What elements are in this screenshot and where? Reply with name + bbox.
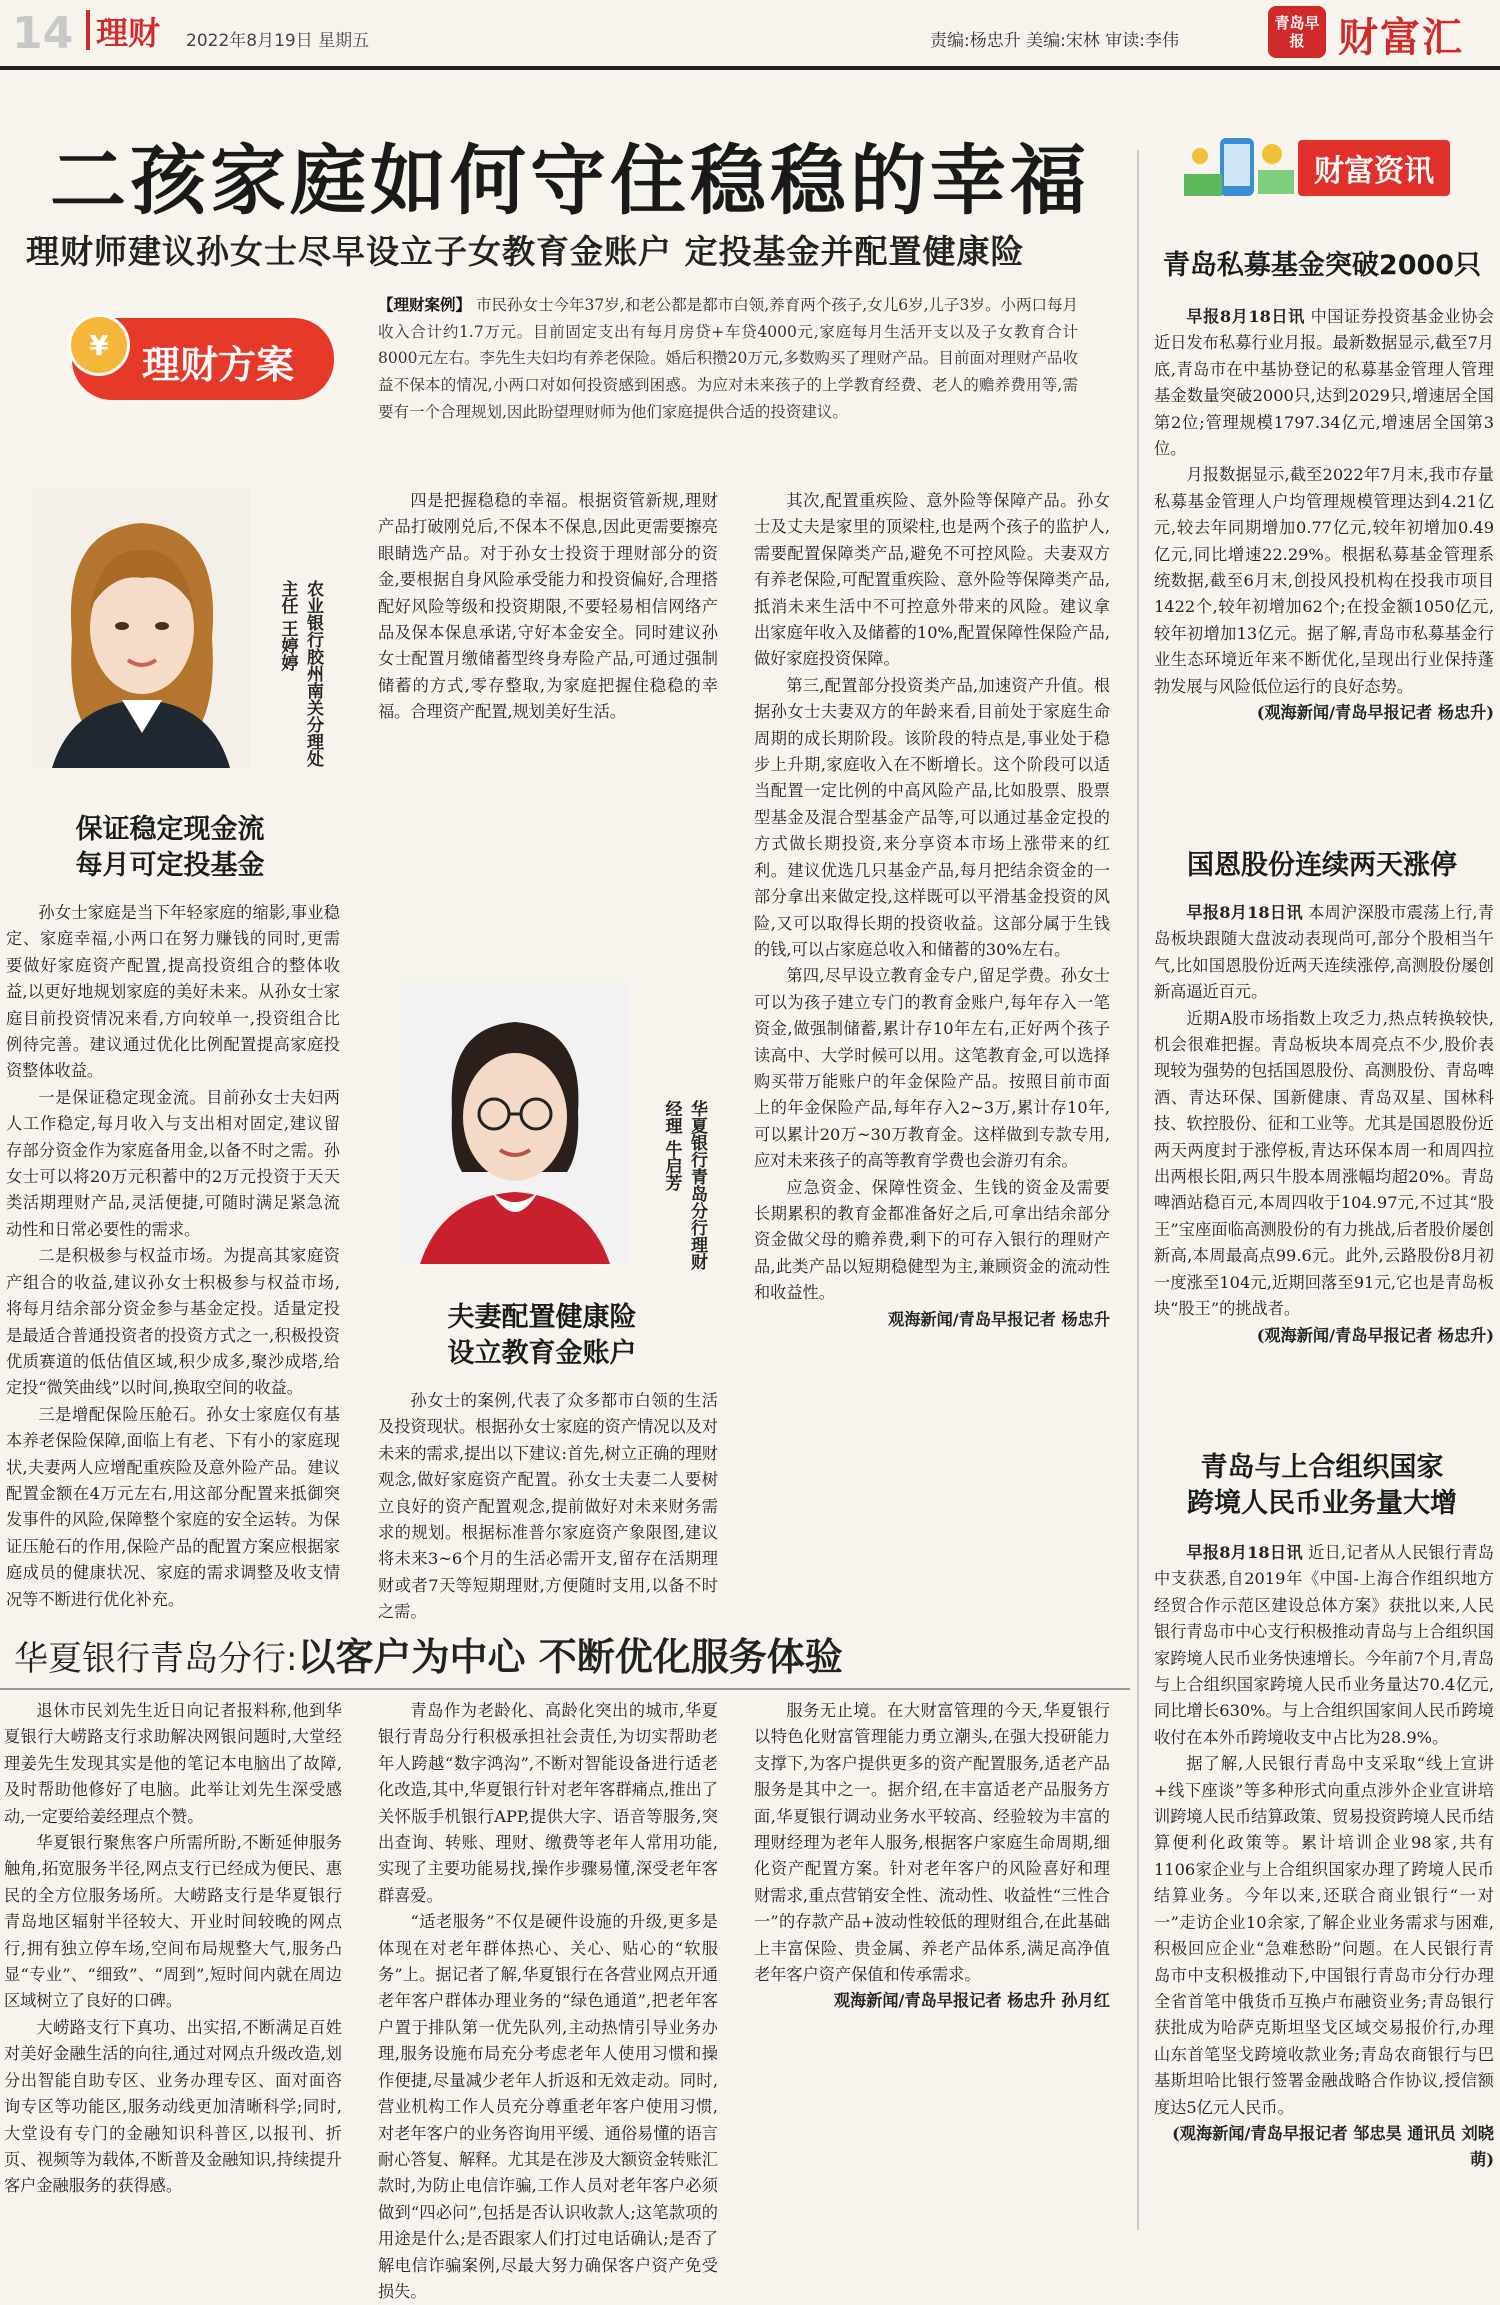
- bottom-headline-bank: 华夏银行青岛分行:: [14, 1639, 298, 1679]
- news3-lead: 早报8月18日讯: [1186, 1543, 1303, 1562]
- news3-paragraph: [1154, 1540, 1494, 1751]
- issue-date: 2022年8月19日 星期五: [186, 31, 370, 51]
- finance-plan-badge: [72, 318, 334, 400]
- advisor2-heading-line1: 夫妻配置健康险: [447, 1302, 637, 1333]
- advisor2-column-b: [754, 488, 1110, 1618]
- news1-title: 青岛私募基金突破2000只: [1162, 250, 1482, 281]
- news3-title-line2: 跨境人民币业务量大增: [1187, 1488, 1457, 1520]
- badge-label: 理财方案: [142, 342, 295, 387]
- column-name: 财富汇: [1338, 14, 1464, 61]
- advisor2-heading: [392, 1300, 692, 1373]
- advisor1-column-b: [378, 488, 718, 928]
- news3-paragraph: 据了解,人民银行青岛中支采取“线上宣讲+线下座谈”等多种形式向重点涉外企业宣讲培训跨境人民币结算政策、贸易投资跨境人民币结算便利化政策等。累计培训企业98家,共有1106家企业与上合组织国家办理了跨境人民币结算业务。今年以来,还联合商业银行“一对一”走访企业10余家,了解企业业务需求与困难,积极回应企业“急难愁盼”问题。在人民银行青岛市中支积极推动下,中国银行青岛市分行办理全省首笔中俄货币互换卢布融资业务;青岛银行获批成为哈萨克斯坦坚戈区域交易报价行,办理山东首笔坚戈跨境收款业务;青岛农商银行与巴基斯坦哈比银行签署金融战略合作协议,授信额度达5亿元人民币。: [1154, 1754, 1494, 2117]
- advisor1-paragraph: 孙女士家庭是当下年轻家庭的缩影,事业稳定、家庭幸福,小两口在努力赚钱的同时,更需要做好家庭资产配置,提高投资组合的整体收益,以更好地规划家庭的美好未来。从孙女士家庭目前投资情况来看,方向较单一,投资组合比例待完善。建议通过优化比例配置提高家庭投资整体收益。: [6, 903, 340, 1081]
- advisor1-paragraph: 二是积极参与权益市场。为提高其家庭资产组合的收益,建议孙女士积极参与权益市场,将每月结余部分资金参与基金定投。适量定投是最适合普通投资者的投资方式之一,积极投资优质赛道的低估值区域,积少成多,聚沙成塔,给定投“微笑曲线”以时间,换取空间的收益。: [6, 1246, 340, 1398]
- page-number: 14: [12, 8, 74, 59]
- advisor1-paragraph: 四是把握稳稳的幸福。根据资管新规,理财产品打破刚兑后,不保本不保息,因此更需要擦亮眼睛选产品。对于孙女士投资于理财部分的资金,要根据自身风险承受能力和投资偏好,合理搭配好风险等级和投资期限,不要轻易相信网络产品及保本保息承诺,守好本金安全。同时建议孙女士配置月缴储蓄型终身寿险产品,可通过强制储蓄的方式,零存整取,为家庭把握住稳稳的幸福。合理资产配置,规划美好生活。: [378, 491, 718, 722]
- case-text: 市民孙女士今年37岁,和老公都是都市白领,养育两个孩子,女儿6岁,儿子3岁。小两口每月收入合计约1.7万元。目前固定支出有每月房贷+车贷4000元,家庭每月生活开支以及子女教育合计8000元左右。李先生夫妇均有养老保险。婚后积攒20万元,多数购买了理财产品。目前面对理财产品收益不保本的情况,小两口对如何投资感到困惑。为应对未来孩子的上学教育经费、老人的赡养费用等,需要有一个合理规划,因此盼望理财师为他们家庭提供合适的投资建议。: [378, 296, 1078, 421]
- bottom-column-1: [4, 1698, 342, 2232]
- sidebar-banner: [1180, 130, 1480, 210]
- news3-title: [1148, 1450, 1496, 1523]
- bottom-column-2: [378, 1698, 718, 2301]
- news2-signature: (观海新闻/青岛早报记者 杨忠升): [1256, 1325, 1494, 1345]
- bottom-column-3: [754, 1698, 1110, 2232]
- newspaper-logo: 青岛早报: [1268, 6, 1326, 58]
- news1-lead: 早报8月18日讯: [1186, 307, 1305, 326]
- advisor2-paragraph: 其次,配置重疾险、意外险等保障产品。孙女士及丈夫是家里的顶梁柱,也是两个孩子的监护人,需要配置保障类产品,避免不可控风险。夫妻双方有养老保险,可配置重疾险、意外险等保障类产品,抵消未来生活中不可控意外带来的风险。建议拿出家庭年收入及储蓄的10%,配置保障性保险产品,做好家庭投资保障。: [754, 491, 1110, 669]
- bottom-paragraph: “适老服务”不仅是硬件设施的升级,更多是体现在对老年群体热心、关心、贴心的“软服务”上。据记者了解,华夏银行在各营业网点开通老年客户群体办理业务的“绿色通道”,把老年客户置于排队第一优先队列,主动热情引导业务办理,服务设施布局充分考虑老年人使用习惯和操作便捷,尽量减少老年人折返和无效走动。同时,营业机构工作人员充分尊重老年客户使用习惯,对老年客户的业务咨询用平缓、通俗易懂的语言耐心答复、解释。尤其是在涉及大额资金转账汇款时,为防止电信诈骗,工作人员对老年客户必须做到“四必问”,包括是否认识收款人;这笔款项的用途是什么;是否跟家人们打过电话确认;是否了解电信诈骗案例,尽最大努力确保客户资产免受损失。: [378, 1912, 718, 2301]
- advisor2-photo: [402, 982, 628, 1264]
- advisor2-paragraph: 孙女士的案例,代表了众多都市白领的生活及投资现状。根据孙女士家庭的资产情况以及对未来的需求,提出以下建议:首先,树立正确的理财观念,做好家庭资产配置。孙女士夫妻二人要树立良好的资产配置观念,提前做好对未来财务需求的规划。根据标准普尔家庭资产象限图,建议将未来3~6个月的生活必需开支,留存在活期理财或者7天等短期理财,方便随时支用,以备不时之需。: [378, 1391, 718, 1622]
- section-name: 理财: [96, 14, 161, 52]
- news1-paragraph: [1154, 304, 1494, 462]
- advisor2-paragraph: 应急资金、保障性资金、生钱的资金及需要长期累积的教育金都准备好之后,可拿出结余部分资金做父母的赡养费,剩下的可存入银行的理财产品,此类产品以短期稳健型为主,兼顾资金的流动性和收益性。: [754, 1177, 1110, 1303]
- bottom-headline: [14, 1626, 843, 1681]
- main-headline: 二孩家庭如何守住稳稳的幸福: [50, 136, 1090, 225]
- bottom-headline-slogan: 以客户为中心 不断优化服务体验: [297, 1635, 843, 1679]
- advisor2-caption: 华夏银行青岛分行理财经理 牛启芳: [661, 1100, 707, 1270]
- advisor2-column-a: [378, 1388, 718, 1622]
- news3-body: [1154, 1540, 1494, 2232]
- news2-paragraph: 近期A股市场指数上攻乏力,热点转换较快,机会很难把握。青岛板块本周亮点不少,股价表现较为强势的包括国恩股份、高测股份、青岛啤酒、青达环保、国新健康、青岛双星、国林科技、软控股份、征和工业等。尤其是国恩股份近两天两度封于涨停板,青达环保本周一和周四拉出两根长阳,两只牛股本周涨幅均超20%。青岛啤酒站稳百元,本周四收于104.97元,不过其“股王”宝座面临高测股份的有力挑战,后者股价屡创新高,本周最高点99.6元。此外,云路股份8月初一度涨至104元,近期回落至91元,它也是青岛板块“股王”的挑战者。: [1154, 1008, 1494, 1319]
- advisor2-heading-line2: 设立教育金账户: [447, 1338, 637, 1370]
- news2-lead: 早报8月18日讯: [1186, 903, 1303, 922]
- advisor1-caption: 农业银行胶州南关分理处主任 王婷婷: [277, 580, 323, 767]
- bottom-paragraph: 服务无止境。在大财富管理的今天,华夏银行以特色化财富管理能力勇立潮头,在强大投研能力支撑下,为客户提供更多的资产配置服务,适老产品服务是其中之一。据介绍,在丰富适老产品服务方面,华夏银行调动业务水平较高、经验较为丰富的理财经理为老年人服务,根据客户家庭生命周期,细化资产配置方案。针对老年客户的风险喜好和理财需求,重点营销安全性、流动性、收益性“三性合一”的存款产品+波动性较低的理财组合,在此基础上丰富保险、贵金属、养老产品体系,满足高净值老年客户资产保值和传承需求。: [754, 1701, 1110, 1985]
- bottom-headline-rule: [0, 1688, 1130, 1690]
- news1-paragraph: 月报数据显示,截至2022年7月末,我市存量私募基金管理人户均管理规模管理达到4.21亿元,较去年同期增加0.77亿元,较年初增加0.49亿元,同比增速22.29%。根据私募基金管理系统数据,截至6月末,创投风投机构在投我市项目1422个,较年初增加62个;在投金额1050亿元,较年初增加13亿元。据了解,青岛市私募基金行业生态环境近年来不断优化,呈现出行业保持蓬勃发展与风险低位运行的良好态势。: [1154, 465, 1494, 696]
- advisor1-paragraph: 三是增配保险压舱石。孙女士家庭仅有基本养老保险保障,面临上有老、下有小的家庭现状,夫妻两人应增配重疾险及意外险产品。建议配置金额在4万元左右,用这部分配置来抵御突发事件的风险,保障整个家庭的安全运转。为保证压舱石的作用,保险产品的配置方案应根据家庭成员的健康状况、家庭的需求调整及收支情况等不断进行优化补充。: [6, 1404, 340, 1609]
- news2-title: 国恩股份连续两天涨停: [1187, 850, 1457, 881]
- advisor2-portrait: [402, 982, 628, 1264]
- bottom-paragraph: 退休市民刘先生近日向记者报料称,他到华夏银行大崂路支行求助解决网银问题时,大堂经理姜先生发现其实是他的笔记本电脑出了故障,及时帮助他修好了电脑。此举让刘先生深受感动,一定要给姜经理点个赞。: [4, 1701, 342, 1826]
- advisor1-paragraph: 一是保证稳定现金流。目前孙女士夫妇两人工作稳定,每月收入与支出相对固定,建议留存部分资金作为家庭备用金,以备不时之需。孙女士可以将20万元积蓄中的2万元投资于天天类活期理财产品,灵活便捷,可随时满足紧急流动性和日常必要性的需求。: [6, 1087, 340, 1239]
- bottom-paragraph: 大崂路支行下真功、出实招,不断满足百姓对美好金融生活的向往,通过对网点升级改造,划分出智能自助专区、业务办理专区、面对面咨询专区等功能区,服务动线更加清晰科学;同时,大堂设有专门的金融知识科普区,以报刊、折页、视频等为载体,不断普及金融知识,持续提升客户金融服务的获得感。: [4, 2017, 342, 2196]
- sidebar-divider: [1137, 150, 1139, 2230]
- news1-text: 中国证券投资基金业协会近日发布私募行业月报。最新数据显示,截至7月底,青岛市在中基协登记的私募基金管理人管理基金数量突破2000只,达到2029只,增速居全国第2位;管理规模1797.34亿元,增速居全国第3位。: [1154, 307, 1494, 459]
- case-description: [378, 292, 1078, 425]
- editor-credits: 责编:杨忠升 美编:宋林 审读:李伟: [930, 31, 1179, 51]
- news3-title-line1: 青岛与上合组织国家: [1200, 1452, 1444, 1483]
- sidebar-banner-label: 财富资讯: [1298, 140, 1450, 196]
- header-rule: [0, 66, 1500, 70]
- advisor1-photo: [32, 488, 250, 768]
- advisor2-paragraph: 第三,配置部分投资类产品,加速资产升值。根据孙女士夫妻双方的年龄来看,目前处于家庭生命周期的成长期阶段。该阶段的特点是,事业处于稳步上升期,家庭收入在不断增长。这个阶段可以适当配置一定比例的中高风险产品,比如股票、股票型基金及混合型基金产品等,可以通过基金定投的方式做长期投资,来分享资本市场上涨带来的红利。建议优选几只基金产品,每月把结余资金的一部分拿出来做定投,这样既可以平滑基金投资的风险,又可以取得长期的投资收益。这部分属于生钱的钱,可以占家庭总收入和储蓄的30%左右。: [754, 675, 1110, 959]
- advisor1-heading-line1: 保证稳定现金流: [75, 814, 265, 845]
- news2-text: 本周沪深股市震荡上行,青岛板块跟随大盘波动表现尚可,部分个股相当午气,比如国恩股份近两天连续涨停,高测股份屡创新高逼近百元。: [1154, 903, 1494, 1002]
- advisor1-heading-line2: 每月可定投基金: [75, 850, 265, 882]
- advisor1-heading: [20, 812, 320, 885]
- bottom-paragraph: 青岛作为老龄化、高龄化突出的城市,华夏银行青岛分行积极承担社会责任,为切实帮助老年人跨越“数字鸿沟”,不断对智能设备进行适老化改造,其中,华夏银行针对老年客群痛点,推出了关怀版手机银行APP,提供大字、语音等服务,突出查询、转账、理财、缴费等老年人常用功能,实现了主要功能易找,操作步骤易懂,深受老年客群喜爱。: [378, 1701, 718, 1905]
- header-divider: [86, 10, 90, 50]
- money-phone-icon: [1180, 134, 1298, 206]
- news1-signature: (观海新闻/青岛早报记者 杨忠升): [1256, 703, 1494, 723]
- case-label: 【理财案例】: [378, 295, 472, 314]
- advisor1-column-a: [6, 900, 340, 1620]
- news3-signature: (观海新闻/青岛早报记者 邹忠昊 通讯员 刘晓萌): [1172, 2123, 1494, 2170]
- news1-body: [1154, 304, 1494, 772]
- advisor1-portrait: [32, 488, 250, 768]
- advisor2-signature: 观海新闻/青岛早报记者 杨忠升: [888, 1309, 1110, 1329]
- news2-paragraph: [1154, 900, 1494, 1006]
- bottom-paragraph: 华夏银行聚焦客户所需所盼,不断延伸服务触角,拓宽服务半径,网点支行已经成为便民、惠民的全方位服务场所。大崂路支行是华夏银行青岛地区辐射半径较大、开业时间较晚的网点行,拥有独立停车场,空间布局规整大气,服务凸显“专业”、“细致”、“周到”,短时间内就在周边区域树立了良好的口碑。: [4, 1833, 342, 2011]
- main-subheadline: 理财师建议孙女士尽早设立子女教育金账户 定投基金并配置健康险: [26, 232, 1025, 271]
- news2-body: [1154, 900, 1494, 1420]
- news3-text: 近日,记者从人民银行青岛中支获悉,自2019年《中国-上海合作组织地方经贸合作示范区建设总体方案》获批以来,人民银行青岛市中心支行积极推动青岛与上合组织国家跨境人民币业务快速增长。今年前7个月,青岛与上合组织国家跨境人民币业务量达70.4亿元,同比增长630%。与上合组织国家间人民币跨境收付在本外币跨境收支中占比为28.9%。: [1154, 1543, 1494, 1747]
- advisor2-paragraph: 第四,尽早设立教育金专户,留足学费。孙女士可以为孩子建立专门的教育金账户,每年存入一笔资金,做强制储蓄,累计存10年左右,正好两个孩子读高中、大学时候可以用。这笔教育金,可以选择购买带万能账户的年金保险产品。按照目前市面上的年金保险产品,每年存入2~3万,累计存10年,可以累计20万~30万教育金。这样做到专款专用,应对未来孩子的高等教育学费也会游刃有余。: [754, 966, 1110, 1171]
- coin-icon: ¥: [68, 314, 130, 376]
- page-header: [0, 0, 1500, 62]
- bottom-signature: 观海新闻/青岛早报记者 杨忠升 孙月红: [833, 1991, 1110, 2011]
